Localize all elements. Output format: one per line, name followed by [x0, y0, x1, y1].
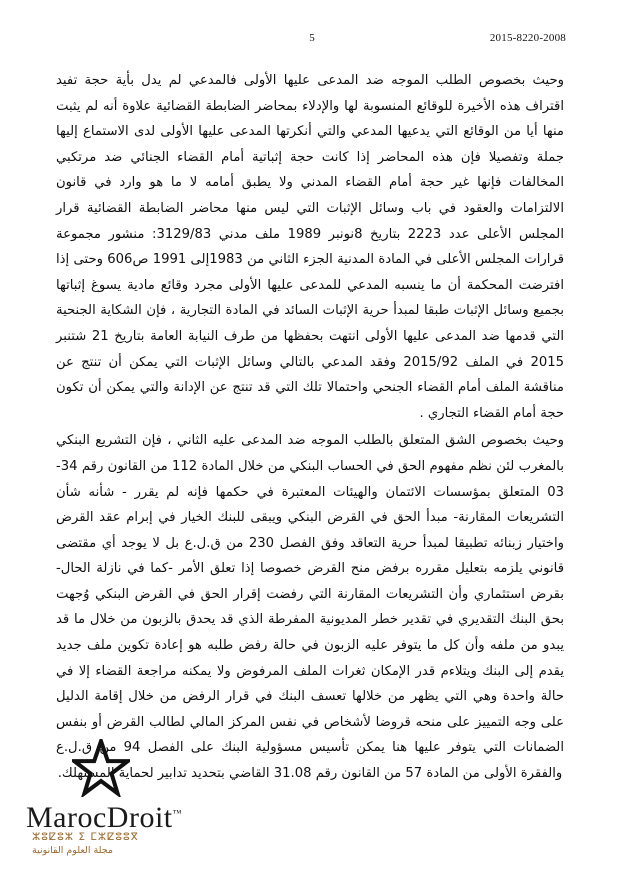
brand-text: MarocDroit	[26, 801, 173, 834]
brand-tifinagh: ⵣⵓⵇⵓⵣ ⵉ ⵎⵣⵇⵓⵓⴳ	[32, 831, 139, 843]
footer-logo	[26, 739, 236, 859]
brand-trademark: ™	[172, 808, 182, 818]
document-reference: 2015-8220-2008	[489, 32, 566, 44]
paragraph-1: وحيث بخصوص الطلب الموجه ضد المدعى عليها الأولى فالمدعي لم يدل بأية حجة تفيد اقتراف هذه الأخيرة للوقائع المنسوبة لها والإدلاء بمحاضر الضابطة القضائية علاوة أنه لم يثبت منها أيا من الوقائع التي يدعيها المدعي والتي أنكرتها المدعى عليها الأولى لدى الاستماع إليها جملة وتفصيلا فإن هذه المحاضر إذا كانت حجة إثباتية أمام القضاء الجنائي ضد مرتكبي المخالفات فإنها غير حجة أمام القضاء المدني ولا يطبق أمامه لا ما هو وارد في قانون الالتزامات والعقود في باب وسائل الإثبات التي ليس منها محاضر الضابطة القضائية قرار المجلس الأعلى عدد 2223 بتاريخ 8نونبر 1989 ملف مدني 3129/83: منشور مجموعة قرارات المجلس الأعلى في المادة المدنية الجزء الثاني من 1983إلى 1991 ص606 وحتى إذا افترضت المحكمة أن ما ينسبه المدعي للمدعى عليها الأولى مجرد وقائع مادية يسوغ إثباتها بجميع وسائل الإثبات طبقا لمبدأ حرية الإثبات السائد في المادة التجارية ، فإن الشكاية الجنحية التي قدمها ضد المدعى عليها الأولى انتهت بحفظها من طرف النيابة العامة بتاريخ 21 شتنبر 2015 في الملف 2015/92 وفقد المدعي بالتالي وسائل الإثبات التي يمكن أن تنتج عن مناقشة الملف أمام القضاء الجنحي واحتمالا تلك التي قد تنتج عن الإدانة والتي يمكن أن تكون حجة أمام القضاء التجاري .	[56, 73, 564, 421]
brand-name	[26, 797, 236, 834]
page-number: 5	[309, 32, 315, 44]
brand-subtitle-arabic: مجلة العلوم القانونية	[32, 845, 113, 856]
page-header	[0, 32, 624, 50]
morocco-star-icon	[72, 739, 130, 797]
paragraph-2: وحيث بخصوص الشق المتعلق بالطلب الموجه ضد المدعى عليه الثاني ، فإن التشريع البنكي بالمغرب لئن نظم مفهوم الحق في الحساب البنكي من خلال المادة 112 من القانون رقم 34-03 المتعلق بمؤسسات الائتمان والهيئات المعتبرة في حكمها فإنه لم يقرر - شأنه شأن التشريعات المقارنة- مبدأ الحق في القرض البنكي ويبقى للبنك الخيار في إبرام عقد القرض واختيار زبنائه تطبيقا لمبدأ حرية التعاقد وفق الفصل 230 من ق.ل.ع بل لا يوجد أي مقتضى قانوني يلزمه بتعليل مقرره برفض منح القرض خصوصا إذا تعلق الأمر -كما في نازلة الحال- بقرض استثماري وأن التشريعات المقارنة التي رفضت إقرار الحق في القرض البنكي وُجهت بحق البنك التقديري في تقدير خطر المديونية المفرطة الذي قد يحدق بالزبون من خلال ما قد يبدو من ملفه وأن كل ما يتوفر عليه الزبون في حالة رفض طلبه هو إعادة تكوين ملف جديد يقدم إلى البنك ويتلاءم قدر الإمكان ثغرات الملف المرفوض ولا يمكنه مراجعة القضاء إلا في حالة واحدة وهي التي يظهر من خلالها تعسف البنك في قرار الرفض من خلال إقامة الدليل على وجه التمييز على منحه قروضا لأشخاص في نفس المركز المالي لطالب القرض أو بنفس الضمانات التي يتوفر عليها هنا يمكن تأسيس مسؤولية البنك على الفصل 94 من ق.ل.ع والفقرة الأولى من المادة 57 من القانون رقم 31.08 القاضي بتحديد تدابير لحماية المستهلك.	[56, 433, 564, 782]
document-body	[56, 68, 564, 787]
